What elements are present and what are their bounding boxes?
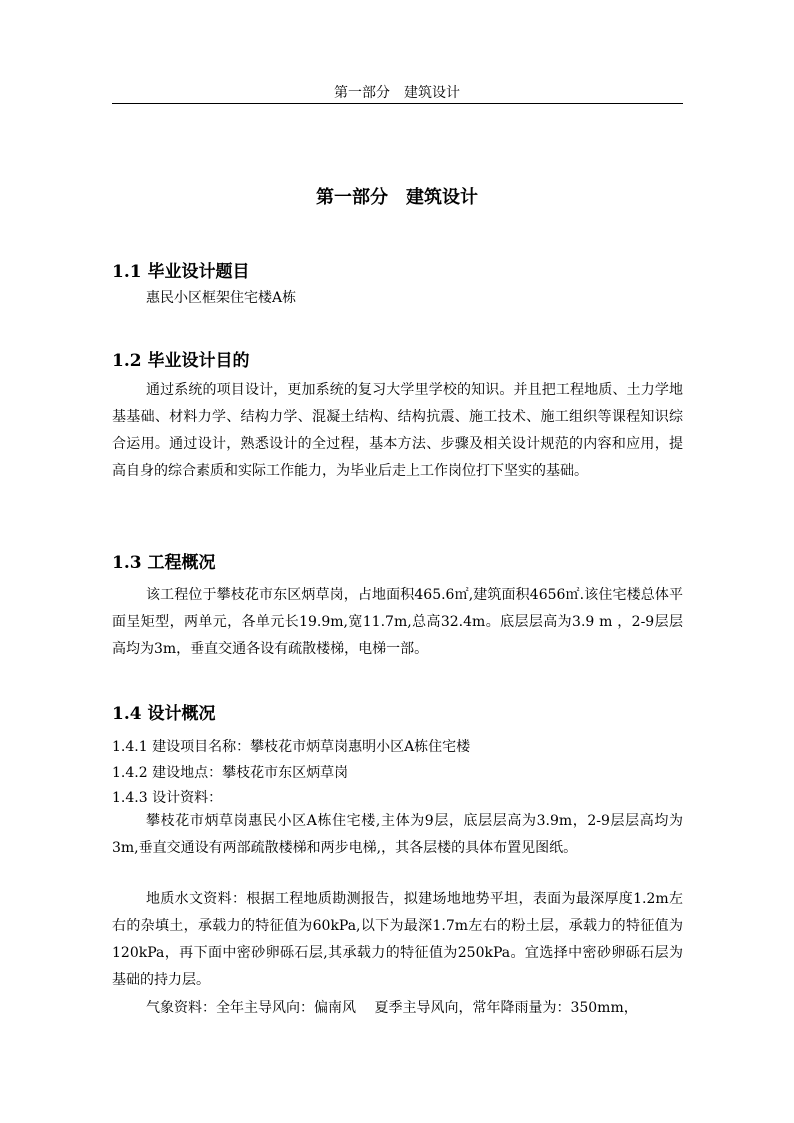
page-title: 第一部分 建筑设计 bbox=[316, 187, 478, 208]
design-data-paragraph-1: 攀枝花市炳草岗惠民小区A栋住宅楼,主体为9层，底层层高为3.9m，2-9层层高均为3m,垂直交通设有两部疏散楼梯和两步电梯,，其各层楼的具体布置见图纸。 bbox=[112, 813, 683, 856]
design-data-paragraph-3: 气象资料：全年主导风向：偏南风 夏季主导风向，常年降雨量为：350mm， bbox=[146, 1000, 638, 1016]
running-header: 第一部分 建筑设计 bbox=[334, 85, 460, 101]
subsection-heading-1-4-3: 1.4.3 设计资料： bbox=[112, 790, 223, 806]
design-data-paragraph-2: 地质水文资料：根据工程地质勘测报告，拟建场地地势平坦，表面为最深厚度1.2m左右的杂填土，承载力的特征值为60kPa,以下为最深1.7m左右的粉土层，承载力的特征值为120kPa，再下面中密砂卵砾石层,其承载力的特征值为250kPa。宜选择中密砂卵砾石层为基础的持力层。 bbox=[112, 891, 683, 988]
header-rule bbox=[112, 103, 683, 104]
section-body-1-3: 该工程位于攀枝花市东区炳草岗，占地面积465.6㎡,建筑面积4656㎡.该住宅楼总体平面呈矩型，两单元，各单元长19.9m,宽11.7m,总高32.4m。底层层高为3.9 m ，2-9层层高均为3m，垂直交通各设有疏散楼梯，电梯一部。 bbox=[112, 587, 683, 657]
section-body-1-1: 惠民小区框架住宅楼A栋 bbox=[146, 290, 297, 306]
section-body-1-2: 通过系统的项目设计，更加系统的复习大学里学校的知识。并且把工程地质、土力学地基基础、材料力学、结构力学、混凝土结构、结构抗震、施工技术、施工组织等课程知识综合运用。通过设计，熟悉设计的全过程，基本方法、步骤及相关设计规范的内容和应用，提高自身的综合素质和实际工作能力，为毕业后走上工作岗位打下坚实的基础。 bbox=[112, 382, 683, 479]
section-heading-1-2: 1.2 毕业设计目的 bbox=[112, 351, 250, 371]
section-heading-1-1: 1.1 毕业设计题目 bbox=[112, 262, 250, 282]
subsection-heading-1-4-2: 1.4.2 建设地点：攀枝花市东区炳草岗 bbox=[112, 765, 349, 781]
subsection-heading-1-4-1: 1.4.1 建设项目名称：攀枝花市炳草岗惠明小区A栋住宅楼 bbox=[112, 739, 471, 755]
section-heading-1-4: 1.4 设计概况 bbox=[112, 704, 216, 724]
section-heading-1-3: 1.3 工程概况 bbox=[112, 553, 216, 573]
